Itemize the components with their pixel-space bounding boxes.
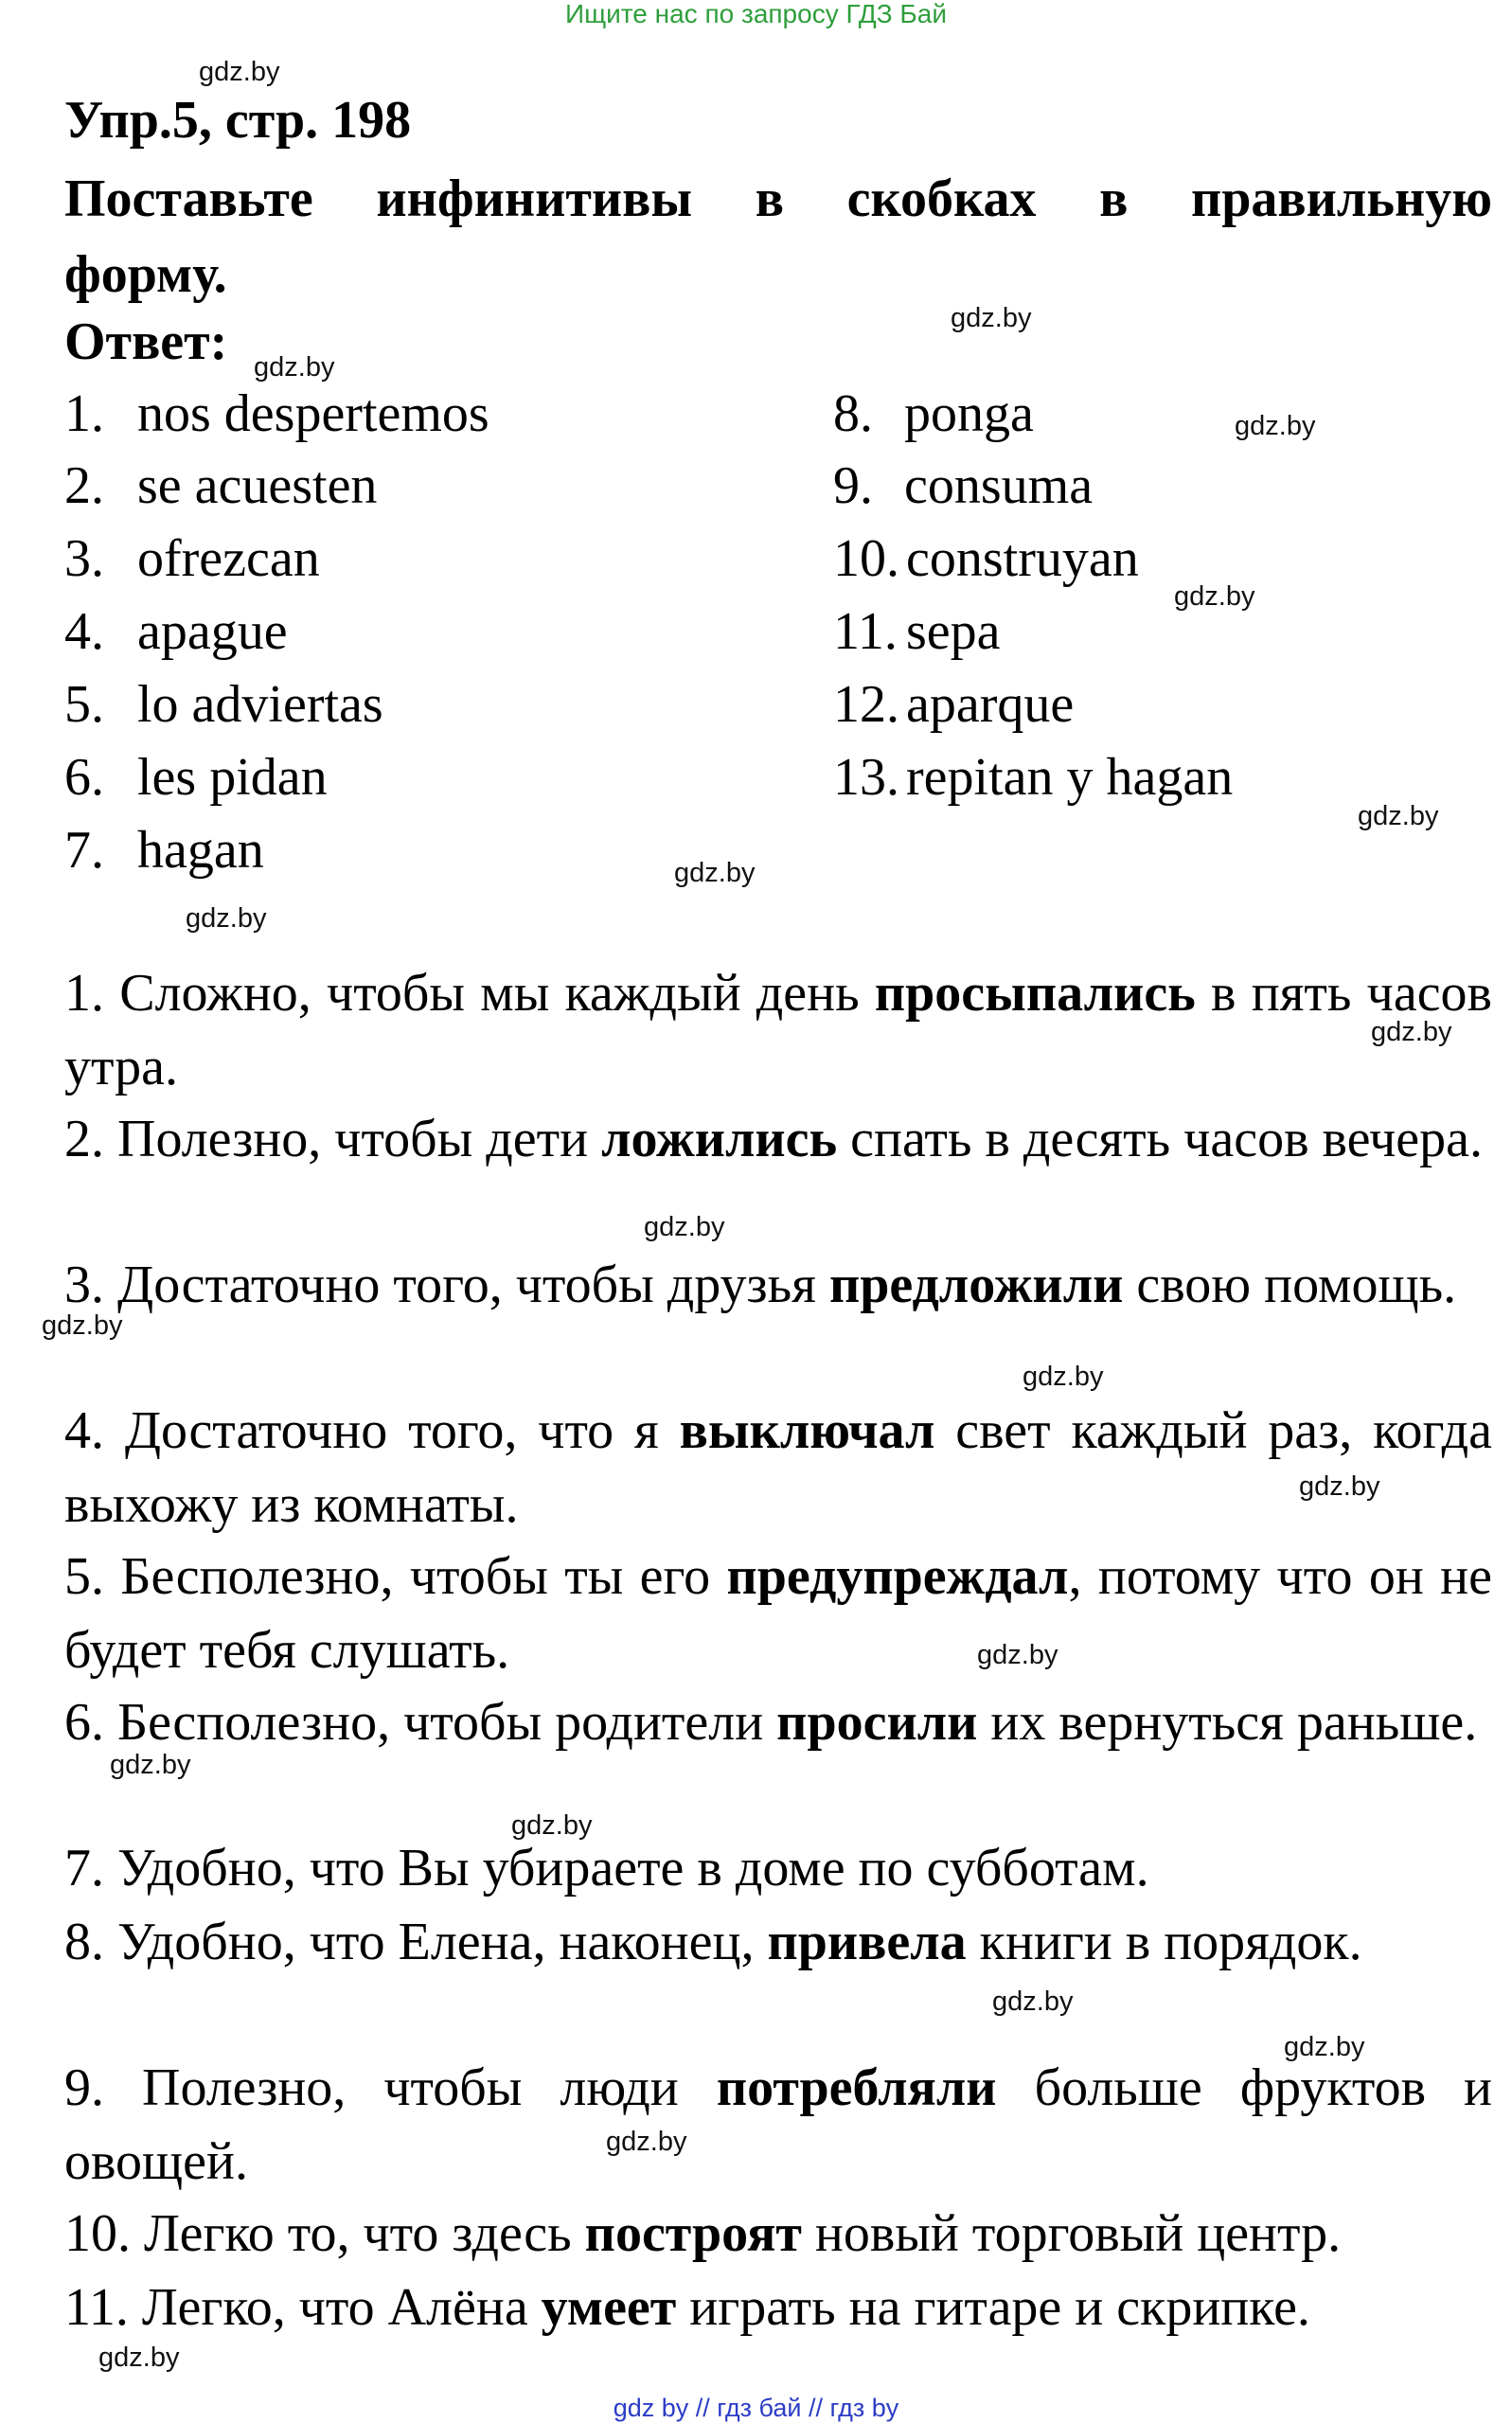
sentence-text: 8. Удобно, что Елена, наконец, [64, 1913, 768, 1971]
answer-text: les pidan [137, 748, 328, 807]
watermark: gdz.by [674, 858, 756, 888]
sentence-text: 3. Достаточно того, чтобы друзья [64, 1256, 829, 1314]
watermark: gdz.by [1358, 801, 1439, 831]
answer-text: lo adviertas [137, 675, 383, 734]
sentence [64, 1248, 1492, 1322]
instruction [64, 161, 1492, 312]
sentence [64, 1905, 1492, 1979]
sentence-text: свою помощь. [1123, 1256, 1457, 1314]
watermark: gdz.by [606, 2127, 687, 2157]
answer-item [64, 671, 383, 738]
sentence-text: новый торговый центр. [801, 2204, 1342, 2263]
answer-item [64, 453, 377, 519]
sentence-text: 6. Бесполезно, чтобы родители [64, 1693, 777, 1752]
verb-bold: ложились [601, 1110, 838, 1168]
verb-bold: потребляли [716, 2058, 997, 2117]
verb-bold: просили [776, 1693, 978, 1752]
verb-bold: предупреждал [726, 1547, 1069, 1606]
verb-bold: просыпались [874, 964, 1196, 1023]
sentence-text: больше фруктов и овощей. [64, 2058, 1493, 2191]
sentence-text: 5. Бесполезно, чтобы ты его [64, 1547, 727, 1606]
answer-text: se acuesten [137, 456, 378, 515]
watermark: gdz.by [199, 57, 280, 87]
sentence [64, 2271, 1492, 2344]
answer-text: sepa [906, 602, 1001, 661]
sentence-text: 11. Легко, что Алёна [64, 2278, 542, 2337]
sentence-text: 2. Полезно, чтобы дети [64, 1110, 602, 1168]
footer-links: gdz by // гдз бай // гдз by [613, 2394, 899, 2422]
sentence [64, 1831, 1492, 1905]
answer-number: 6. [64, 748, 104, 807]
answer-item [64, 598, 288, 665]
sentence [64, 1540, 1492, 1687]
sentence [64, 1685, 1492, 1759]
verb-bold: предложили [828, 1256, 1124, 1314]
instruction-line-1: Поставьте инфинитивы в скобках в правильную [64, 169, 1492, 228]
sentence-text: их вернуться раньше. [977, 1693, 1478, 1752]
watermark: gdz.by [1371, 1017, 1452, 1047]
answer-item [833, 744, 1233, 811]
answer-number: 12. [833, 675, 899, 734]
watermark: gdz.by [1023, 1362, 1104, 1392]
sentence-text: 4. Достаточно того, что я [64, 1401, 680, 1460]
sentence-text: играть на гитаре и скрипке. [676, 2278, 1310, 2337]
answer-item [833, 381, 1034, 447]
sentence [64, 2197, 1492, 2271]
answer-number: 10. [833, 529, 899, 588]
watermark: gdz.by [186, 903, 267, 934]
watermark: gdz.by [110, 1750, 191, 1780]
instruction-line-2: форму. [64, 245, 227, 304]
answer-number: 8. [833, 384, 873, 443]
answer-item [833, 598, 1001, 665]
sentence-text: спать в десять часов вечера. [837, 1110, 1483, 1168]
sentence [64, 956, 1492, 1104]
answer-text: ponga [904, 384, 1034, 443]
watermark: gdz.by [977, 1640, 1058, 1670]
answer-number: 7. [64, 821, 104, 880]
sentence-text: 10. Легко то, что здесь [64, 2204, 585, 2263]
watermark: gdz.by [1235, 411, 1316, 441]
verb-bold: привела [767, 1913, 967, 1971]
answer-text: nos despertemos [137, 384, 489, 443]
watermark: gdz.by [42, 1310, 123, 1341]
answer-number: 4. [64, 602, 104, 661]
answer-text: construyan [906, 529, 1139, 588]
sentence-text: 1. Сложно, чтобы мы каждый день [64, 964, 875, 1023]
sentence [64, 2051, 1492, 2199]
answer-text: apague [137, 602, 288, 661]
answer-number: 11. [833, 602, 898, 661]
answer-item [64, 744, 328, 811]
answer-item [64, 526, 320, 592]
answer-text: consuma [904, 456, 1094, 515]
sentence-text: 9. Полезно, чтобы люди [64, 2058, 717, 2117]
answer-number: 1. [64, 384, 104, 443]
watermark: gdz.by [1174, 581, 1255, 612]
sentence [64, 1394, 1492, 1541]
answer-item [64, 381, 489, 447]
watermark: gdz.by [254, 352, 335, 383]
sentence-text: свет каждый раз, когда выхожу из комнаты. [64, 1401, 1492, 1534]
answer-item [833, 453, 1093, 519]
verb-bold: построят [584, 2204, 802, 2263]
answer-label: Ответ: [64, 312, 228, 371]
sentence-text: 7. Удобно, что Вы убираете в доме по субботам. [64, 1839, 1149, 1897]
answer-number: 5. [64, 675, 104, 734]
watermark: gdz.by [98, 2343, 180, 2373]
answer-item [64, 817, 264, 883]
answer-text: repitan y hagan [906, 748, 1234, 807]
answer-text: aparque [906, 675, 1075, 734]
answer-number: 2. [64, 456, 104, 515]
answer-item [833, 671, 1074, 738]
watermark: gdz.by [511, 1810, 593, 1841]
answer-text: hagan [137, 821, 264, 880]
watermark: gdz.by [992, 1987, 1074, 2017]
answer-number: 3. [64, 529, 104, 588]
answer-number: 9. [833, 456, 873, 515]
sentence-text: в пять часов утра. [64, 964, 1492, 1096]
watermark: gdz.by [1299, 1471, 1380, 1502]
watermark: gdz.by [1284, 2032, 1365, 2062]
verb-bold: умеет [541, 2278, 677, 2337]
search-banner: Ищите нас по запросу ГДЗ Бай [564, 0, 948, 28]
watermark: gdz.by [644, 1212, 725, 1242]
answer-number: 13. [833, 748, 899, 807]
watermark: gdz.by [951, 303, 1032, 333]
answer-text: ofrezcan [137, 529, 320, 588]
sentence-text: , потому что он не будет тебя слушать. [64, 1547, 1493, 1680]
sentence-text: книги в порядок. [966, 1913, 1362, 1971]
exercise-title: Упр.5, стр. 198 [64, 91, 412, 150]
sentence [64, 1102, 1492, 1176]
verb-bold: выключал [679, 1401, 935, 1460]
answer-item [833, 526, 1139, 592]
